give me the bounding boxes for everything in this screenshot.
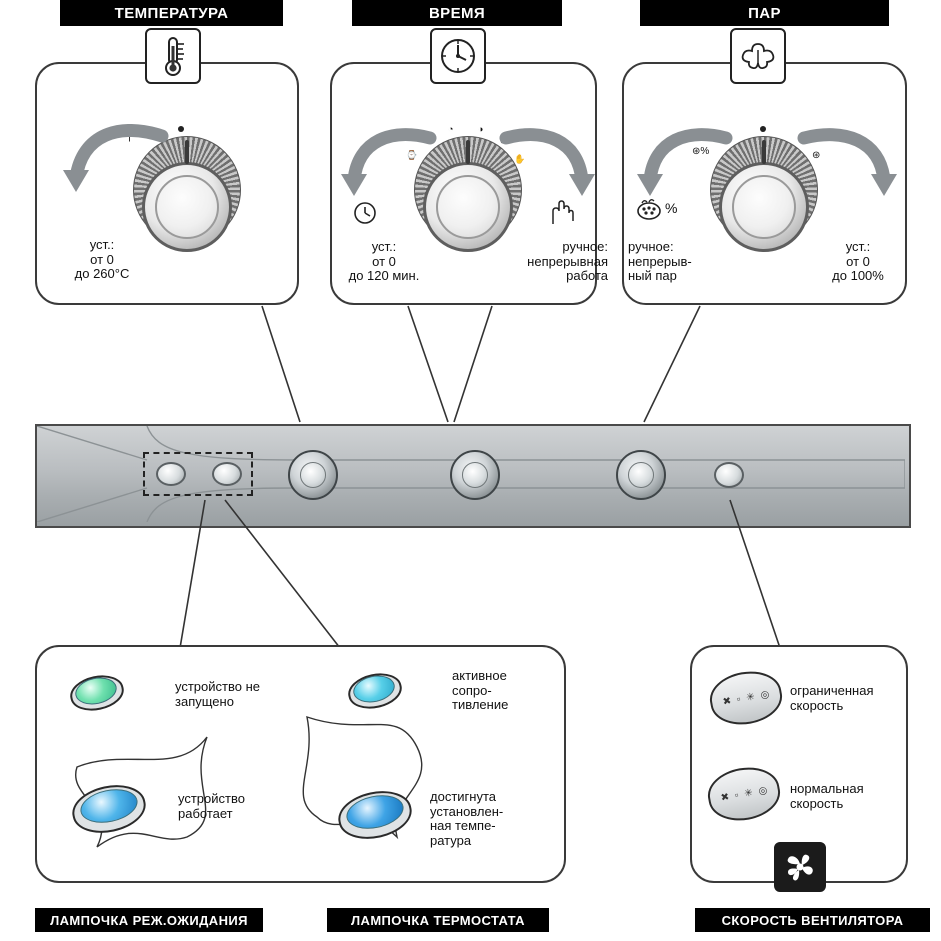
lamp-temp-reached-line2: установлен- [430,803,504,819]
fan-limited-line2: скорость [790,697,844,713]
fan-glyph-4: ◎ [759,688,771,701]
lamp-temp-reached [338,788,412,840]
leader-lines-top [0,300,941,430]
fan-glyph-5: ✖ [719,791,731,804]
temperature-arrow-icon [62,120,172,210]
panel-lamp-standby[interactable] [156,462,186,486]
time-caption-right-line3: работа [566,268,608,284]
fan-limited-label [790,684,910,713]
time-scale-1: ☁ [424,134,433,144]
time-caption-left [338,240,430,284]
lamp-active-resistance-label [452,669,582,713]
fan-limited-line1: ограниченная [790,683,874,698]
lamp-temp-reached-line1: достигнута [430,789,496,804]
steam-scale-left: ⊛% [692,146,710,157]
steam-icon-box [730,28,786,84]
steam-caption-right [812,240,904,284]
steam-icon [738,36,778,76]
lamp-running-line2: работает [178,805,233,821]
time-caption-left-line3: до 120 мин. [348,268,420,284]
steam-right-arrow-icon [796,128,902,218]
lamp-not-started [70,672,124,712]
temperature-scale-degree: |° [128,130,136,142]
clock-icon [438,36,478,76]
fan-glyph-3: ✳ [745,691,756,704]
footer-thermostat-lamp [327,908,549,932]
temperature-caption-line3: до 260°C [74,266,130,282]
steam-caption-right-line2: от 0 [846,253,870,269]
steam-caption-left-line1: ручное: [628,239,674,254]
lamp-running-line1: устройство [178,791,245,806]
footer-fan-speed-label: СКОРОСТЬ ВЕНТИЛЯТОРА [721,912,904,928]
header-temperature [60,0,283,26]
leader-lines-bottom [0,490,941,670]
time-scale-left: ⌚ [406,150,418,160]
header-time-label: ВРЕМЯ [428,4,486,22]
time-caption-left-line1: уст.: [371,239,397,254]
time-scale-5: ✋ [514,154,526,164]
fan-glyph-7: ✳ [743,787,754,800]
thermometer-icon-box [145,28,201,84]
steam-percent-label: % [665,200,678,217]
steam-scale-right: ⊛ [812,150,821,161]
steam-caption-left [628,240,738,284]
fan-glyph-8: ◎ [757,784,769,797]
lamp-not-started-line2: запущено [175,693,234,709]
hand-symbol-icon [548,198,574,226]
time-caption-right-line1: ручное: [562,239,608,254]
time-caption-right-line2: непрерывная [527,253,608,269]
panel-fan-speed-selector[interactable] [714,462,744,488]
panel-lamp-thermostat[interactable] [212,462,242,486]
fan-glyph-6: ▫ [734,789,740,802]
fan-icon-box [774,842,826,892]
header-steam [640,0,889,26]
steam-percent-symbol [636,196,692,222]
steam-percent-icon [636,197,662,221]
lamp-running-label [178,792,328,821]
fan-knob-limited[interactable] [710,672,782,728]
temperature-caption [52,238,152,282]
lamp-active-resistance-line3: тивление [452,697,509,713]
lamp-not-started-line1: устройство не [175,679,260,694]
lamp-temp-reached-line3: ная темпе- [430,818,496,834]
steam-caption-right-line1: уст.: [845,239,871,254]
lamp-temp-reached-line4: ратура [430,832,472,848]
footer-thermostat-lamp-label: ЛАМПОЧКА ТЕРМОСТАТА [351,912,525,928]
fan-glyph-2: ▫ [736,693,742,706]
steam-scale-dot [760,126,766,132]
fan-knob-normal[interactable] [708,768,780,824]
clock-symbol-icon [352,200,378,226]
time-scale-4: ◕ [500,136,506,146]
time-caption-right [480,240,608,284]
temperature-caption-line1: уст.: [89,237,115,252]
steam-caption-left-line2: непрерыв- [628,253,692,269]
steam-caption-left-line3: ный пар [628,268,677,284]
footer-fan-speed [695,908,930,932]
temperature-caption-line2: от 0 [90,251,114,267]
time-scale-3: ◑ [478,124,484,134]
lamp-running [72,782,146,834]
steam-caption-right-line3: до 100% [832,268,884,284]
lamp-active-resistance [348,670,402,710]
footer-standby-lamp-label: ЛАМПОЧКА РЕЖ.ОЖИДАНИЯ [50,912,248,928]
fan-normal-line2: скорость [790,795,844,811]
time-caption-left-line2: от 0 [372,253,396,269]
header-time [352,0,562,26]
footer-standby-lamp [35,908,263,932]
temperature-scale-dot [178,126,184,132]
lamp-temp-reached-label [430,790,580,848]
thermometer-icon [156,34,190,78]
time-scale-2: ◔ [448,124,454,134]
fan-normal-line1: нормальная [790,781,864,796]
clock-icon-box [430,28,486,84]
lamp-not-started-label [175,680,335,709]
lamp-active-resistance-line1: активное [452,668,507,683]
lamp-active-resistance-line2: сопро- [452,682,492,698]
header-temperature-label: ТЕМПЕРАТУРА [114,4,229,22]
header-steam-label: ПАР [748,4,781,22]
fan-normal-label [790,782,910,811]
fan-glyph-1: ✖ [721,695,733,708]
fan-icon [782,850,818,884]
